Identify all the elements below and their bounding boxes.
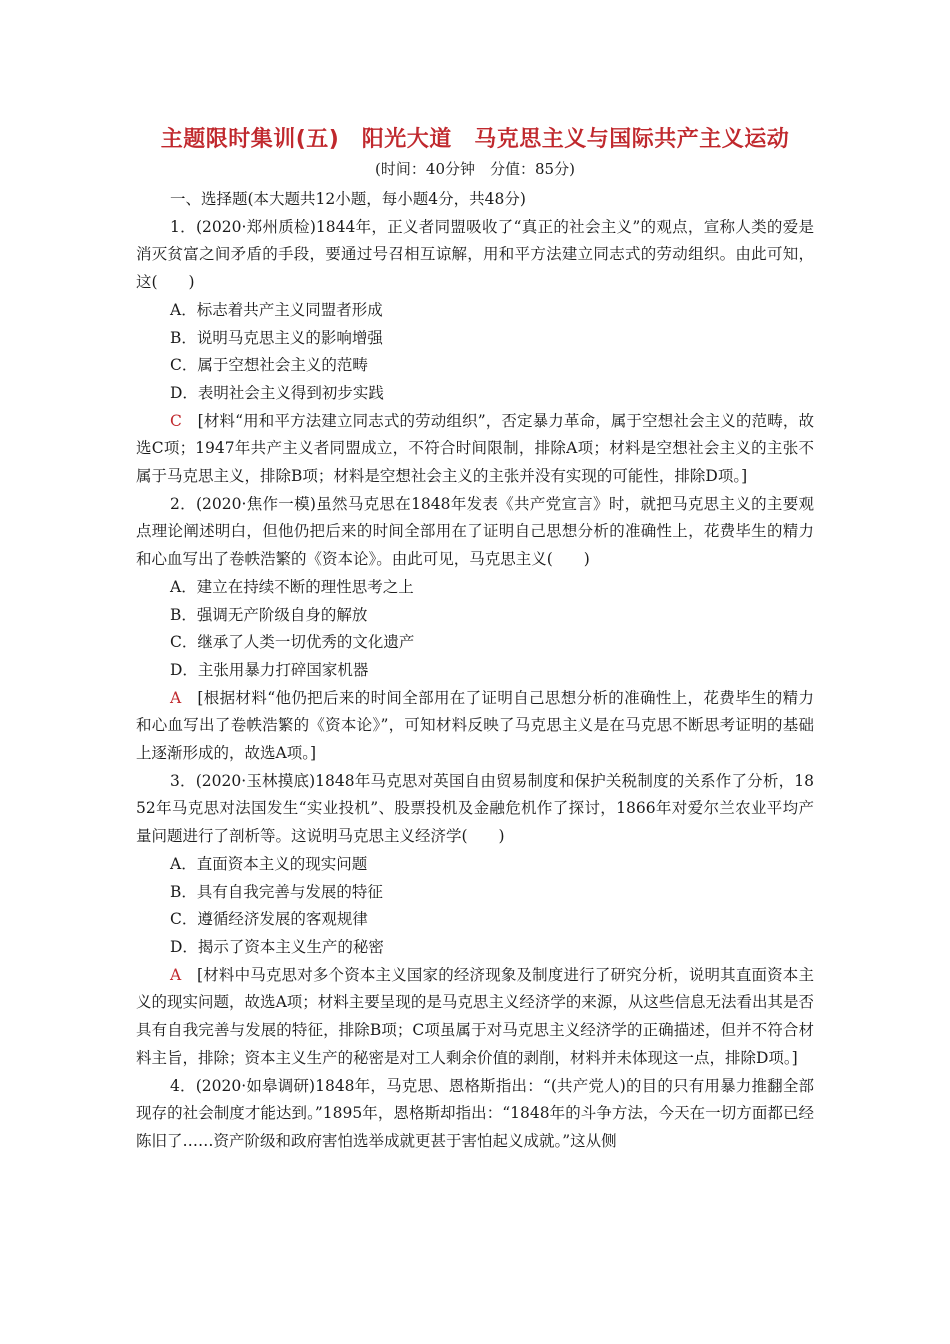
option-b: B．强调无产阶级自身的解放 xyxy=(170,605,368,624)
option-b: B．具有自我完善与发展的特征 xyxy=(170,882,383,901)
page-title: 主题限时集训(五) 阳光大道 马克思主义与国际共产主义运动 xyxy=(160,127,790,152)
answer-explanation xyxy=(136,685,814,768)
time-score-info: (时间：40分钟 分值：85分) xyxy=(375,160,575,178)
option-c: C．遵循经济发展的客观规律 xyxy=(170,910,368,929)
option-d: D．主张用暴力打碎国家机器 xyxy=(170,660,369,679)
option-a: A．标志着共产主义同盟者形成 xyxy=(170,300,383,319)
option-a: A．建立在持续不断的理性思考之上 xyxy=(170,577,414,596)
explanation-text: [根据材料“他仍把后来的时间全部用在了证明自己思想分析的准确性上，花费毕生的精力和心血写出了卷帙浩繁的《资本论》”，可知材料反映了马克思主义是在马克思不断思考证明的基础上逐渐形成的，故选A项。] xyxy=(136,688,814,763)
option-b: B．说明马克思主义的影响增强 xyxy=(170,328,383,347)
option-d: D．表明社会主义得到初步实践 xyxy=(170,383,384,402)
option-a: A．直面资本主义的现实问题 xyxy=(170,854,368,873)
answer-explanation xyxy=(136,962,814,1073)
explanation-text: [材料中马克思对多个资本主义国家的经济现象及制度进行了研究分析，说明其直面资本主义的现实问题，故选A项；材料主要呈现的是马克思主义经济学的来源，从这些信息无法看出其是否具有自我完善与发展的特征，排除B项；C项虽属于对马克思主义经济学的正确描述，但并不符合材料主旨，排除；资本主义生产的秘密是对工人剩余价值的剥削，材料并未体现这一点，排除D项。] xyxy=(136,965,814,1067)
question-stem: 1．(2020·郑州质检)1844年，正义者同盟吸收了“真正的社会主义”的观点，宣称人类的爱是消灭贫富之间矛盾的手段，要通过号召相互谅解，用和平方法建立同志式的劳动组织。由此可知，这( ) xyxy=(136,217,814,292)
question-stem: 3．(2020·玉林摸底)1848年马克思对英国自由贸易制度和保护关税制度的关系作了分析，1852年马克思对法国发生“实业投机”、股票投机及金融危机作了探讨，1866年对爱尔兰农业平均产量问题进行了剖析等。这说明马克思主义经济学( ) xyxy=(136,771,814,846)
answer-letter: C xyxy=(170,411,182,430)
question-stem: 4．(2020·如皋调研)1848年，马克思、恩格斯指出：“(共产党人)的目的只有用暴力推翻全部现存的社会制度才能达到。”1895年，恩格斯却指出：“1848年的斗争方法，今天在一切方面都已经陈旧了……资产阶级和政府害怕选举成就更甚于害怕起义成就。”这从侧 xyxy=(136,1076,814,1150)
section-heading: 一、选择题(本大题共12小题，每小题4分，共48分) xyxy=(170,190,526,208)
option-c: C．继承了人类一切优秀的文化遗产 xyxy=(170,633,415,652)
explanation-text: [材料“用和平方法建立同志式的劳动组织”，否定暴力革命，属于空想社会主义的范畴，故选C项；1947年共产主义者同盟成立，不符合时间限制，排除A项；材料是空想社会主义的主张不属于马克思主义，排除B项；材料是空想社会主义的主张并没有实现的可能性，排除D项。] xyxy=(136,411,814,486)
answer-letter: A xyxy=(170,688,182,707)
answer-explanation xyxy=(136,408,814,491)
content-body xyxy=(136,186,814,1156)
option-c: C．属于空想社会主义的范畴 xyxy=(170,356,368,375)
answer-letter: A xyxy=(170,965,182,984)
question-stem: 2．(2020·焦作一模)虽然马克思在1848年发表《共产党宣言》时，就把马克思主义的主要观点理论阐述明白，但他仍把后来的时间全部用在了证明自己思想分析的准确性上，花费毕生的精力和心血写出了卷帙浩繁的《资本论》。由此可见，马克思主义( ) xyxy=(136,494,814,569)
option-d: D．揭示了资本主义生产的秘密 xyxy=(170,937,384,956)
